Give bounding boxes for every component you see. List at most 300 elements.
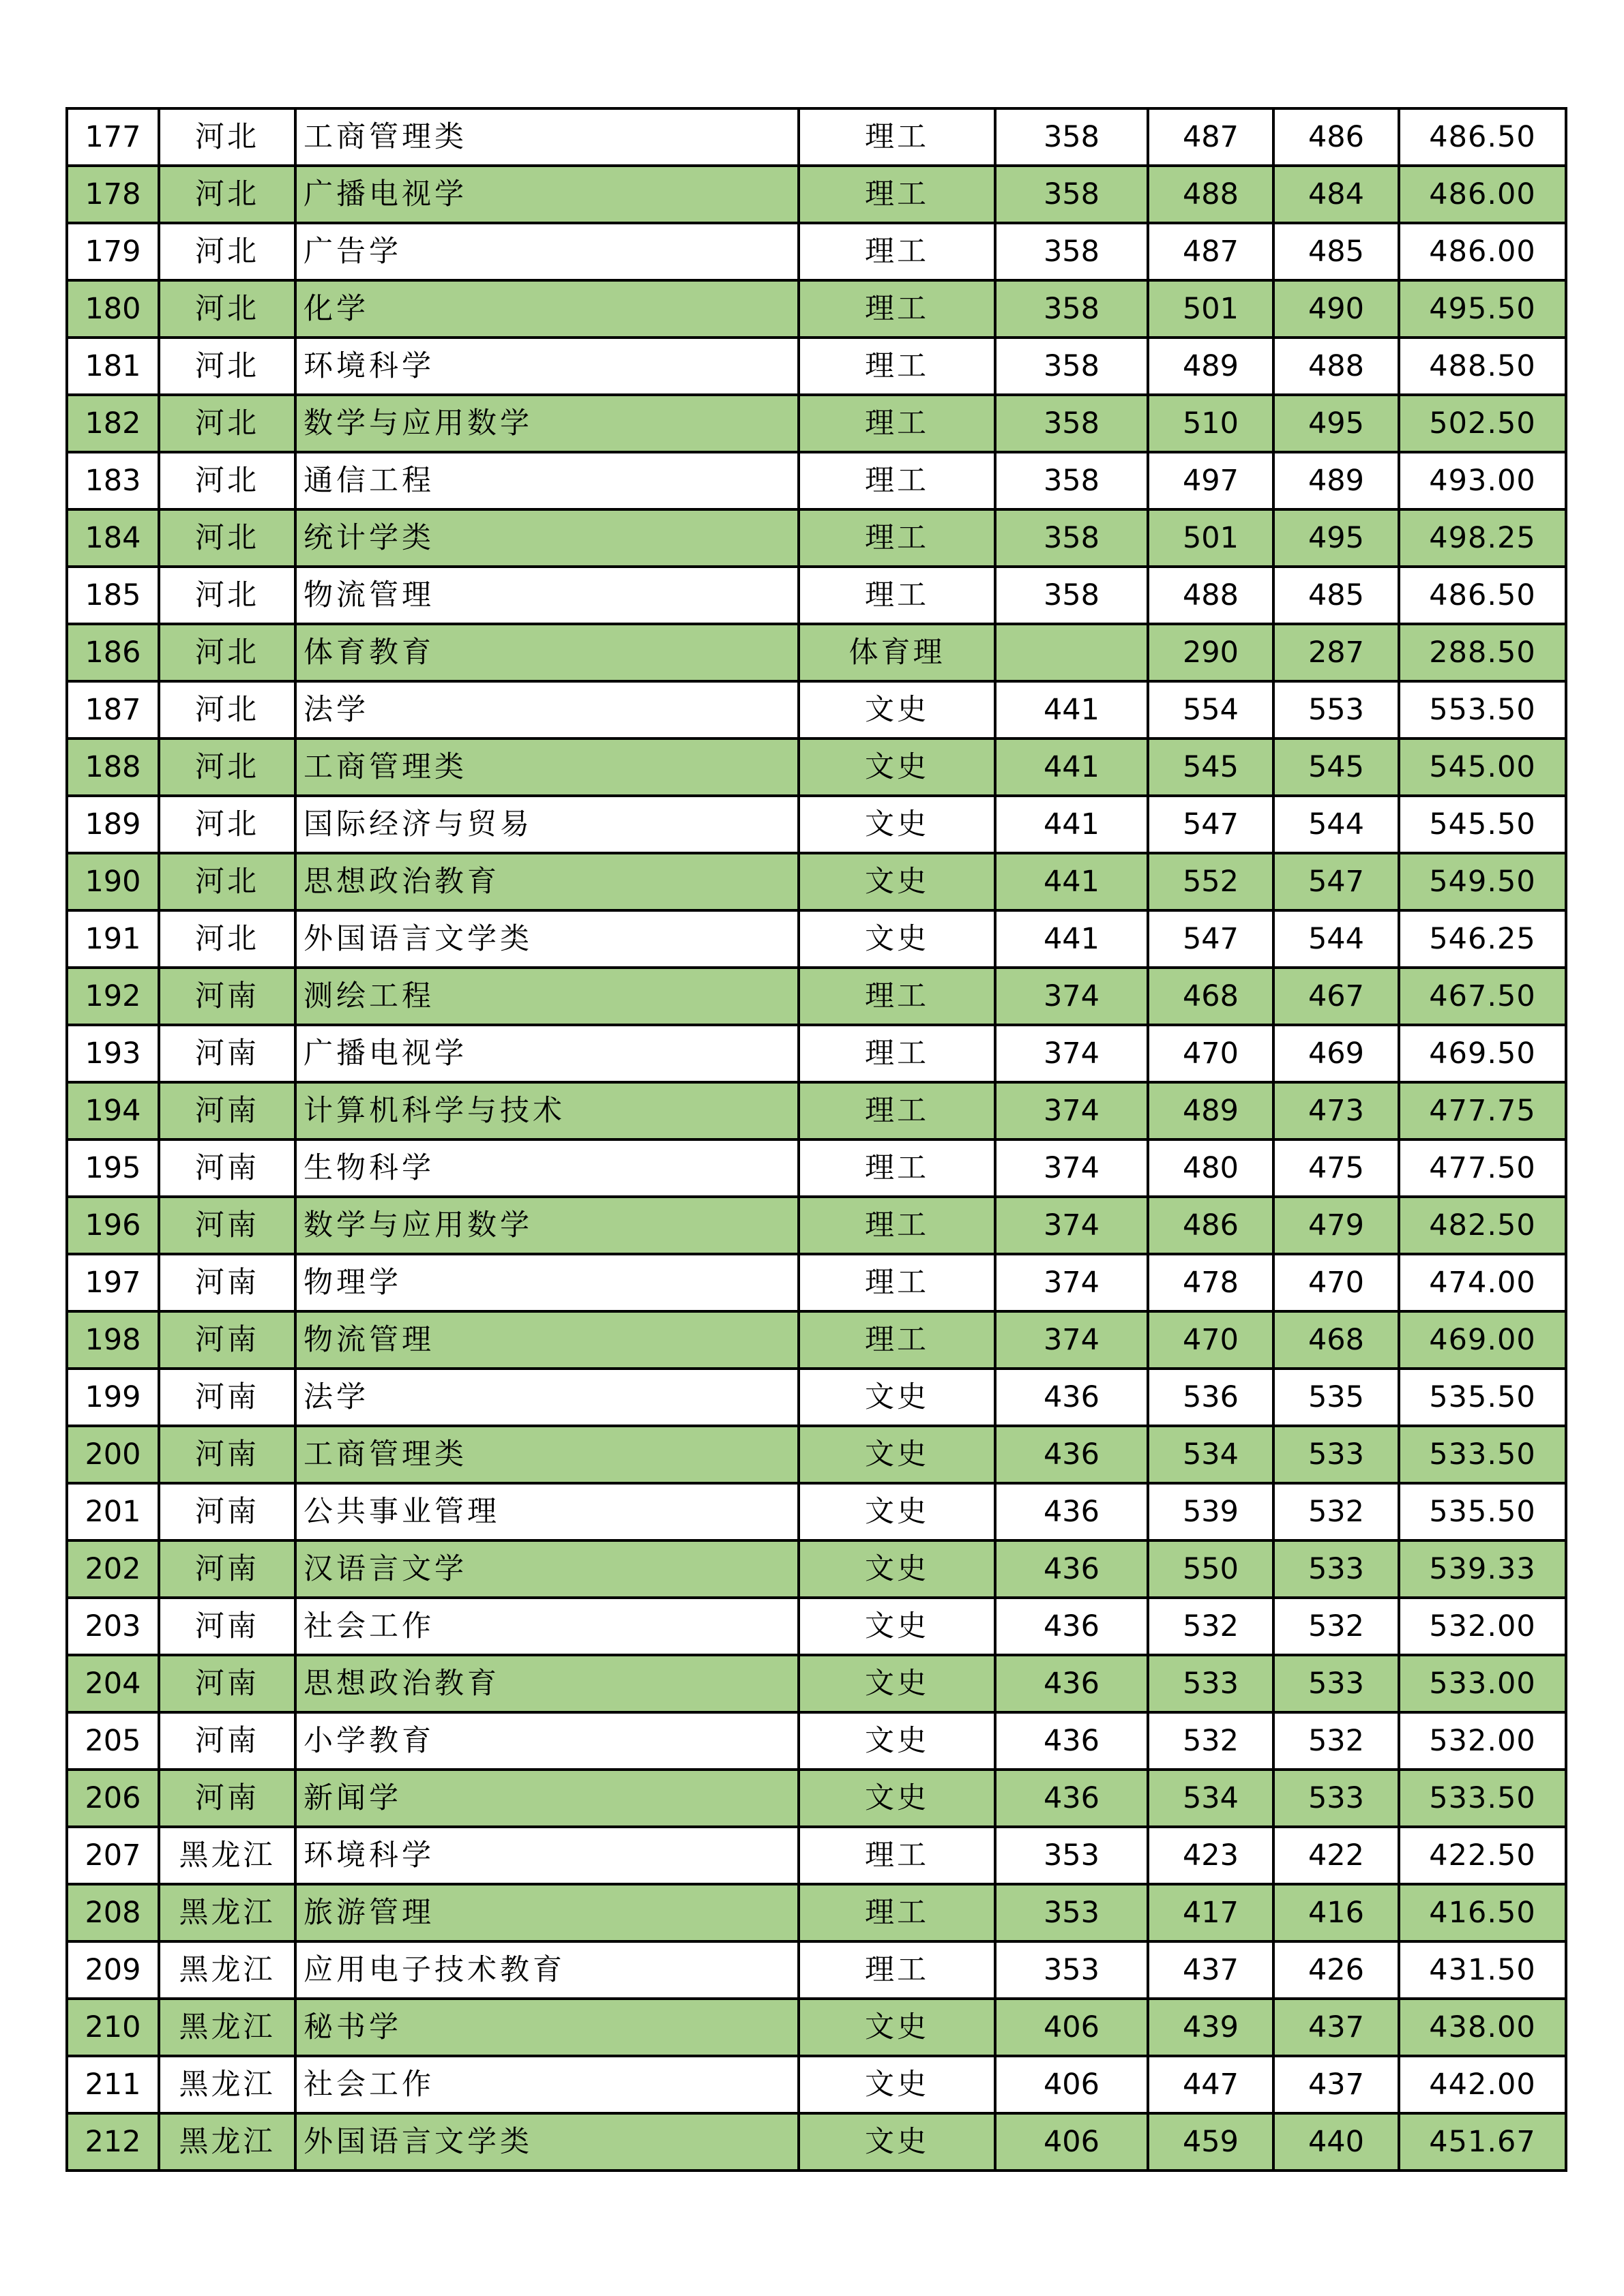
- control-line-cell: 374: [995, 1025, 1148, 1082]
- max-score-cell: 554: [1148, 681, 1273, 739]
- control-line-cell: 353: [995, 1827, 1148, 1884]
- province-cell: 河北: [159, 395, 295, 452]
- category-cell: 理工: [799, 1025, 995, 1082]
- category-cell: 理工: [799, 1197, 995, 1254]
- major-cell: 环境科学: [295, 1827, 799, 1884]
- control-line-cell: [995, 624, 1148, 681]
- max-score-cell: 423: [1148, 1827, 1273, 1884]
- average-score-cell: 546.25: [1399, 910, 1566, 968]
- major-cell: 思想政治教育: [295, 853, 799, 910]
- row-number-cell: 178: [67, 166, 159, 223]
- row-number-cell: 206: [67, 1770, 159, 1827]
- major-cell: 广播电视学: [295, 166, 799, 223]
- table-row: [67, 2056, 1566, 2113]
- min-score-cell: 490: [1273, 280, 1399, 338]
- row-number-cell: 204: [67, 1655, 159, 1712]
- min-score-cell: 489: [1273, 452, 1399, 509]
- province-cell: 河北: [159, 452, 295, 509]
- major-cell: 数学与应用数学: [295, 1197, 799, 1254]
- province-cell: 河北: [159, 108, 295, 166]
- control-line-cell: 436: [995, 1712, 1148, 1770]
- category-cell: 理工: [799, 968, 995, 1025]
- row-number-cell: 190: [67, 853, 159, 910]
- table-row: [67, 280, 1566, 338]
- major-cell: 法学: [295, 1369, 799, 1426]
- min-score-cell: 544: [1273, 910, 1399, 968]
- average-score-cell: 482.50: [1399, 1197, 1566, 1254]
- table-row: [67, 739, 1566, 796]
- category-cell: 理工: [799, 108, 995, 166]
- table-row: [67, 452, 1566, 509]
- table-row: [67, 1426, 1566, 1483]
- table-row: [67, 1025, 1566, 1082]
- admission-score-table: [65, 107, 1567, 2172]
- max-score-cell: 534: [1148, 1426, 1273, 1483]
- major-cell: 环境科学: [295, 338, 799, 395]
- province-cell: 河北: [159, 796, 295, 853]
- row-number-cell: 181: [67, 338, 159, 395]
- min-score-cell: 479: [1273, 1197, 1399, 1254]
- category-cell: 体育理: [799, 624, 995, 681]
- province-cell: 河北: [159, 853, 295, 910]
- major-cell: 广播电视学: [295, 1025, 799, 1082]
- average-score-cell: 486.50: [1399, 567, 1566, 624]
- category-cell: 理工: [799, 1884, 995, 1941]
- row-number-cell: 198: [67, 1311, 159, 1369]
- min-score-cell: 533: [1273, 1426, 1399, 1483]
- major-cell: 新闻学: [295, 1770, 799, 1827]
- row-number-cell: 186: [67, 624, 159, 681]
- max-score-cell: 468: [1148, 968, 1273, 1025]
- min-score-cell: 488: [1273, 338, 1399, 395]
- max-score-cell: 532: [1148, 1712, 1273, 1770]
- control-line-cell: 436: [995, 1655, 1148, 1712]
- min-score-cell: 468: [1273, 1311, 1399, 1369]
- row-number-cell: 212: [67, 2113, 159, 2171]
- major-cell: 小学教育: [295, 1712, 799, 1770]
- table-row: [67, 796, 1566, 853]
- table-row: [67, 1540, 1566, 1598]
- province-cell: 河南: [159, 1369, 295, 1426]
- table-row: [67, 624, 1566, 681]
- major-cell: 物流管理: [295, 567, 799, 624]
- min-score-cell: 467: [1273, 968, 1399, 1025]
- table-row: [67, 1311, 1566, 1369]
- province-cell: 黑龙江: [159, 1941, 295, 1999]
- average-score-cell: 545.00: [1399, 739, 1566, 796]
- row-number-cell: 211: [67, 2056, 159, 2113]
- major-cell: 公共事业管理: [295, 1483, 799, 1540]
- province-cell: 黑龙江: [159, 2113, 295, 2171]
- category-cell: 文史: [799, 1712, 995, 1770]
- min-score-cell: 422: [1273, 1827, 1399, 1884]
- control-line-cell: 358: [995, 338, 1148, 395]
- average-score-cell: 477.50: [1399, 1139, 1566, 1197]
- row-number-cell: 184: [67, 509, 159, 567]
- min-score-cell: 533: [1273, 1770, 1399, 1827]
- average-score-cell: 498.25: [1399, 509, 1566, 567]
- province-cell: 河南: [159, 1712, 295, 1770]
- row-number-cell: 187: [67, 681, 159, 739]
- row-number-cell: 183: [67, 452, 159, 509]
- max-score-cell: 547: [1148, 796, 1273, 853]
- max-score-cell: 536: [1148, 1369, 1273, 1426]
- row-number-cell: 179: [67, 223, 159, 280]
- average-score-cell: 469.00: [1399, 1311, 1566, 1369]
- major-cell: 通信工程: [295, 452, 799, 509]
- table-row: [67, 395, 1566, 452]
- average-score-cell: 539.33: [1399, 1540, 1566, 1598]
- row-number-cell: 202: [67, 1540, 159, 1598]
- row-number-cell: 194: [67, 1082, 159, 1139]
- category-cell: 文史: [799, 2056, 995, 2113]
- table-row: [67, 1770, 1566, 1827]
- max-score-cell: 550: [1148, 1540, 1273, 1598]
- category-cell: 理工: [799, 1082, 995, 1139]
- min-score-cell: 544: [1273, 796, 1399, 853]
- province-cell: 河北: [159, 624, 295, 681]
- row-number-cell: 177: [67, 108, 159, 166]
- table-row: [67, 509, 1566, 567]
- control-line-cell: 358: [995, 280, 1148, 338]
- max-score-cell: 487: [1148, 108, 1273, 166]
- province-cell: 河南: [159, 1770, 295, 1827]
- max-score-cell: 532: [1148, 1598, 1273, 1655]
- average-score-cell: 486.50: [1399, 108, 1566, 166]
- row-number-cell: 188: [67, 739, 159, 796]
- control-line-cell: 441: [995, 910, 1148, 968]
- average-score-cell: 495.50: [1399, 280, 1566, 338]
- row-number-cell: 210: [67, 1999, 159, 2056]
- table-body: [67, 108, 1566, 2171]
- control-line-cell: 441: [995, 739, 1148, 796]
- category-cell: 文史: [799, 853, 995, 910]
- category-cell: 理工: [799, 166, 995, 223]
- control-line-cell: 358: [995, 108, 1148, 166]
- min-score-cell: 495: [1273, 509, 1399, 567]
- control-line-cell: 406: [995, 2113, 1148, 2171]
- category-cell: 理工: [799, 280, 995, 338]
- control-line-cell: 358: [995, 509, 1148, 567]
- major-cell: 外国语言文学类: [295, 910, 799, 968]
- average-score-cell: 532.00: [1399, 1598, 1566, 1655]
- major-cell: 广告学: [295, 223, 799, 280]
- row-number-cell: 180: [67, 280, 159, 338]
- province-cell: 河南: [159, 968, 295, 1025]
- table-row: [67, 1369, 1566, 1426]
- max-score-cell: 487: [1148, 223, 1273, 280]
- major-cell: 汉语言文学: [295, 1540, 799, 1598]
- average-score-cell: 535.50: [1399, 1483, 1566, 1540]
- max-score-cell: 510: [1148, 395, 1273, 452]
- major-cell: 物流管理: [295, 1311, 799, 1369]
- table-row: [67, 1655, 1566, 1712]
- max-score-cell: 545: [1148, 739, 1273, 796]
- major-cell: 物理学: [295, 1254, 799, 1311]
- province-cell: 河南: [159, 1598, 295, 1655]
- major-cell: 化学: [295, 280, 799, 338]
- max-score-cell: 417: [1148, 1884, 1273, 1941]
- min-score-cell: 532: [1273, 1483, 1399, 1540]
- max-score-cell: 534: [1148, 1770, 1273, 1827]
- row-number-cell: 197: [67, 1254, 159, 1311]
- table-row: [67, 2113, 1566, 2171]
- major-cell: 数学与应用数学: [295, 395, 799, 452]
- major-cell: 测绘工程: [295, 968, 799, 1025]
- average-score-cell: 533.00: [1399, 1655, 1566, 1712]
- average-score-cell: 477.75: [1399, 1082, 1566, 1139]
- average-score-cell: 474.00: [1399, 1254, 1566, 1311]
- min-score-cell: 485: [1273, 567, 1399, 624]
- row-number-cell: 200: [67, 1426, 159, 1483]
- min-score-cell: 545: [1273, 739, 1399, 796]
- average-score-cell: 493.00: [1399, 452, 1566, 509]
- control-line-cell: 358: [995, 223, 1148, 280]
- control-line-cell: 374: [995, 1311, 1148, 1369]
- category-cell: 理工: [799, 509, 995, 567]
- min-score-cell: 535: [1273, 1369, 1399, 1426]
- category-cell: 理工: [799, 567, 995, 624]
- major-cell: 社会工作: [295, 2056, 799, 2113]
- row-number-cell: 189: [67, 796, 159, 853]
- average-score-cell: 535.50: [1399, 1369, 1566, 1426]
- min-score-cell: 495: [1273, 395, 1399, 452]
- max-score-cell: 501: [1148, 509, 1273, 567]
- max-score-cell: 480: [1148, 1139, 1273, 1197]
- max-score-cell: 290: [1148, 624, 1273, 681]
- control-line-cell: 436: [995, 1483, 1148, 1540]
- major-cell: 计算机科学与技术: [295, 1082, 799, 1139]
- province-cell: 河南: [159, 1082, 295, 1139]
- category-cell: 文史: [799, 1598, 995, 1655]
- province-cell: 河北: [159, 910, 295, 968]
- row-number-cell: 207: [67, 1827, 159, 1884]
- table-row: [67, 1139, 1566, 1197]
- category-cell: 文史: [799, 739, 995, 796]
- major-cell: 应用电子技术教育: [295, 1941, 799, 1999]
- table-row: [67, 567, 1566, 624]
- control-line-cell: 374: [995, 1197, 1148, 1254]
- average-score-cell: 486.00: [1399, 166, 1566, 223]
- category-cell: 文史: [799, 1426, 995, 1483]
- control-line-cell: 353: [995, 1884, 1148, 1941]
- province-cell: 河南: [159, 1025, 295, 1082]
- table-row: [67, 1999, 1566, 2056]
- row-number-cell: 191: [67, 910, 159, 968]
- average-score-cell: 451.67: [1399, 2113, 1566, 2171]
- province-cell: 黑龙江: [159, 2056, 295, 2113]
- control-line-cell: 374: [995, 1139, 1148, 1197]
- category-cell: 理工: [799, 223, 995, 280]
- average-score-cell: 431.50: [1399, 1941, 1566, 1999]
- province-cell: 黑龙江: [159, 1884, 295, 1941]
- control-line-cell: 436: [995, 1540, 1148, 1598]
- min-score-cell: 532: [1273, 1712, 1399, 1770]
- min-score-cell: 470: [1273, 1254, 1399, 1311]
- row-number-cell: 199: [67, 1369, 159, 1426]
- min-score-cell: 533: [1273, 1540, 1399, 1598]
- category-cell: 文史: [799, 1770, 995, 1827]
- category-cell: 文史: [799, 1655, 995, 1712]
- control-line-cell: 436: [995, 1369, 1148, 1426]
- major-cell: 社会工作: [295, 1598, 799, 1655]
- control-line-cell: 353: [995, 1941, 1148, 1999]
- average-score-cell: 422.50: [1399, 1827, 1566, 1884]
- table-row: [67, 681, 1566, 739]
- row-number-cell: 182: [67, 395, 159, 452]
- max-score-cell: 486: [1148, 1197, 1273, 1254]
- max-score-cell: 478: [1148, 1254, 1273, 1311]
- average-score-cell: 467.50: [1399, 968, 1566, 1025]
- min-score-cell: 287: [1273, 624, 1399, 681]
- province-cell: 河南: [159, 1254, 295, 1311]
- max-score-cell: 470: [1148, 1025, 1273, 1082]
- category-cell: 文史: [799, 796, 995, 853]
- province-cell: 河北: [159, 338, 295, 395]
- major-cell: 生物科学: [295, 1139, 799, 1197]
- table-row: [67, 223, 1566, 280]
- category-cell: 文史: [799, 1540, 995, 1598]
- average-score-cell: 533.50: [1399, 1770, 1566, 1827]
- row-number-cell: 205: [67, 1712, 159, 1770]
- province-cell: 河北: [159, 739, 295, 796]
- max-score-cell: 552: [1148, 853, 1273, 910]
- table-row: [67, 1483, 1566, 1540]
- table-row: [67, 1712, 1566, 1770]
- province-cell: 河南: [159, 1655, 295, 1712]
- average-score-cell: 553.50: [1399, 681, 1566, 739]
- average-score-cell: 486.00: [1399, 223, 1566, 280]
- average-score-cell: 545.50: [1399, 796, 1566, 853]
- province-cell: 黑龙江: [159, 1827, 295, 1884]
- control-line-cell: 441: [995, 796, 1148, 853]
- row-number-cell: 203: [67, 1598, 159, 1655]
- table-row: [67, 910, 1566, 968]
- average-score-cell: 502.50: [1399, 395, 1566, 452]
- major-cell: 统计学类: [295, 509, 799, 567]
- max-score-cell: 470: [1148, 1311, 1273, 1369]
- category-cell: 文史: [799, 681, 995, 739]
- max-score-cell: 439: [1148, 1999, 1273, 2056]
- average-score-cell: 533.50: [1399, 1426, 1566, 1483]
- min-score-cell: 416: [1273, 1884, 1399, 1941]
- min-score-cell: 475: [1273, 1139, 1399, 1197]
- category-cell: 文史: [799, 1999, 995, 2056]
- min-score-cell: 473: [1273, 1082, 1399, 1139]
- category-cell: 理工: [799, 395, 995, 452]
- control-line-cell: 358: [995, 567, 1148, 624]
- major-cell: 国际经济与贸易: [295, 796, 799, 853]
- max-score-cell: 501: [1148, 280, 1273, 338]
- min-score-cell: 426: [1273, 1941, 1399, 1999]
- province-cell: 河北: [159, 567, 295, 624]
- average-score-cell: 288.50: [1399, 624, 1566, 681]
- row-number-cell: 196: [67, 1197, 159, 1254]
- table-row: [67, 1827, 1566, 1884]
- province-cell: 河南: [159, 1426, 295, 1483]
- table-row: [67, 1941, 1566, 1999]
- major-cell: 法学: [295, 681, 799, 739]
- row-number-cell: 192: [67, 968, 159, 1025]
- row-number-cell: 185: [67, 567, 159, 624]
- category-cell: 文史: [799, 1369, 995, 1426]
- province-cell: 河北: [159, 509, 295, 567]
- table-row: [67, 1082, 1566, 1139]
- category-cell: 理工: [799, 1827, 995, 1884]
- category-cell: 理工: [799, 338, 995, 395]
- table-row: [67, 968, 1566, 1025]
- major-cell: 旅游管理: [295, 1884, 799, 1941]
- row-number-cell: 208: [67, 1884, 159, 1941]
- control-line-cell: 358: [995, 166, 1148, 223]
- row-number-cell: 201: [67, 1483, 159, 1540]
- major-cell: 思想政治教育: [295, 1655, 799, 1712]
- table-row: [67, 1598, 1566, 1655]
- province-cell: 河北: [159, 166, 295, 223]
- table-row: [67, 108, 1566, 166]
- min-score-cell: 533: [1273, 1655, 1399, 1712]
- min-score-cell: 485: [1273, 223, 1399, 280]
- major-cell: 工商管理类: [295, 1426, 799, 1483]
- province-cell: 河南: [159, 1197, 295, 1254]
- control-line-cell: 406: [995, 1999, 1148, 2056]
- min-score-cell: 469: [1273, 1025, 1399, 1082]
- category-cell: 文史: [799, 1483, 995, 1540]
- max-score-cell: 539: [1148, 1483, 1273, 1540]
- row-number-cell: 193: [67, 1025, 159, 1082]
- control-line-cell: 436: [995, 1426, 1148, 1483]
- min-score-cell: 437: [1273, 2056, 1399, 2113]
- control-line-cell: 374: [995, 1254, 1148, 1311]
- max-score-cell: 533: [1148, 1655, 1273, 1712]
- table-row: [67, 853, 1566, 910]
- max-score-cell: 547: [1148, 910, 1273, 968]
- category-cell: 理工: [799, 452, 995, 509]
- average-score-cell: 488.50: [1399, 338, 1566, 395]
- min-score-cell: 484: [1273, 166, 1399, 223]
- category-cell: 文史: [799, 910, 995, 968]
- province-cell: 河北: [159, 280, 295, 338]
- control-line-cell: 406: [995, 2056, 1148, 2113]
- average-score-cell: 416.50: [1399, 1884, 1566, 1941]
- major-cell: 工商管理类: [295, 739, 799, 796]
- province-cell: 河北: [159, 681, 295, 739]
- max-score-cell: 447: [1148, 2056, 1273, 2113]
- min-score-cell: 553: [1273, 681, 1399, 739]
- row-number-cell: 209: [67, 1941, 159, 1999]
- max-score-cell: 488: [1148, 567, 1273, 624]
- province-cell: 河北: [159, 223, 295, 280]
- min-score-cell: 547: [1273, 853, 1399, 910]
- control-line-cell: 436: [995, 1598, 1148, 1655]
- table-row: [67, 1197, 1566, 1254]
- category-cell: 理工: [799, 1941, 995, 1999]
- control-line-cell: 358: [995, 395, 1148, 452]
- average-score-cell: 442.00: [1399, 2056, 1566, 2113]
- category-cell: 理工: [799, 1139, 995, 1197]
- average-score-cell: 549.50: [1399, 853, 1566, 910]
- max-score-cell: 489: [1148, 338, 1273, 395]
- province-cell: 河南: [159, 1483, 295, 1540]
- max-score-cell: 437: [1148, 1941, 1273, 1999]
- table-row: [67, 1254, 1566, 1311]
- major-cell: 秘书学: [295, 1999, 799, 2056]
- control-line-cell: 374: [995, 1082, 1148, 1139]
- major-cell: 外国语言文学类: [295, 2113, 799, 2171]
- control-line-cell: 436: [995, 1770, 1148, 1827]
- table-row: [67, 166, 1566, 223]
- province-cell: 河南: [159, 1311, 295, 1369]
